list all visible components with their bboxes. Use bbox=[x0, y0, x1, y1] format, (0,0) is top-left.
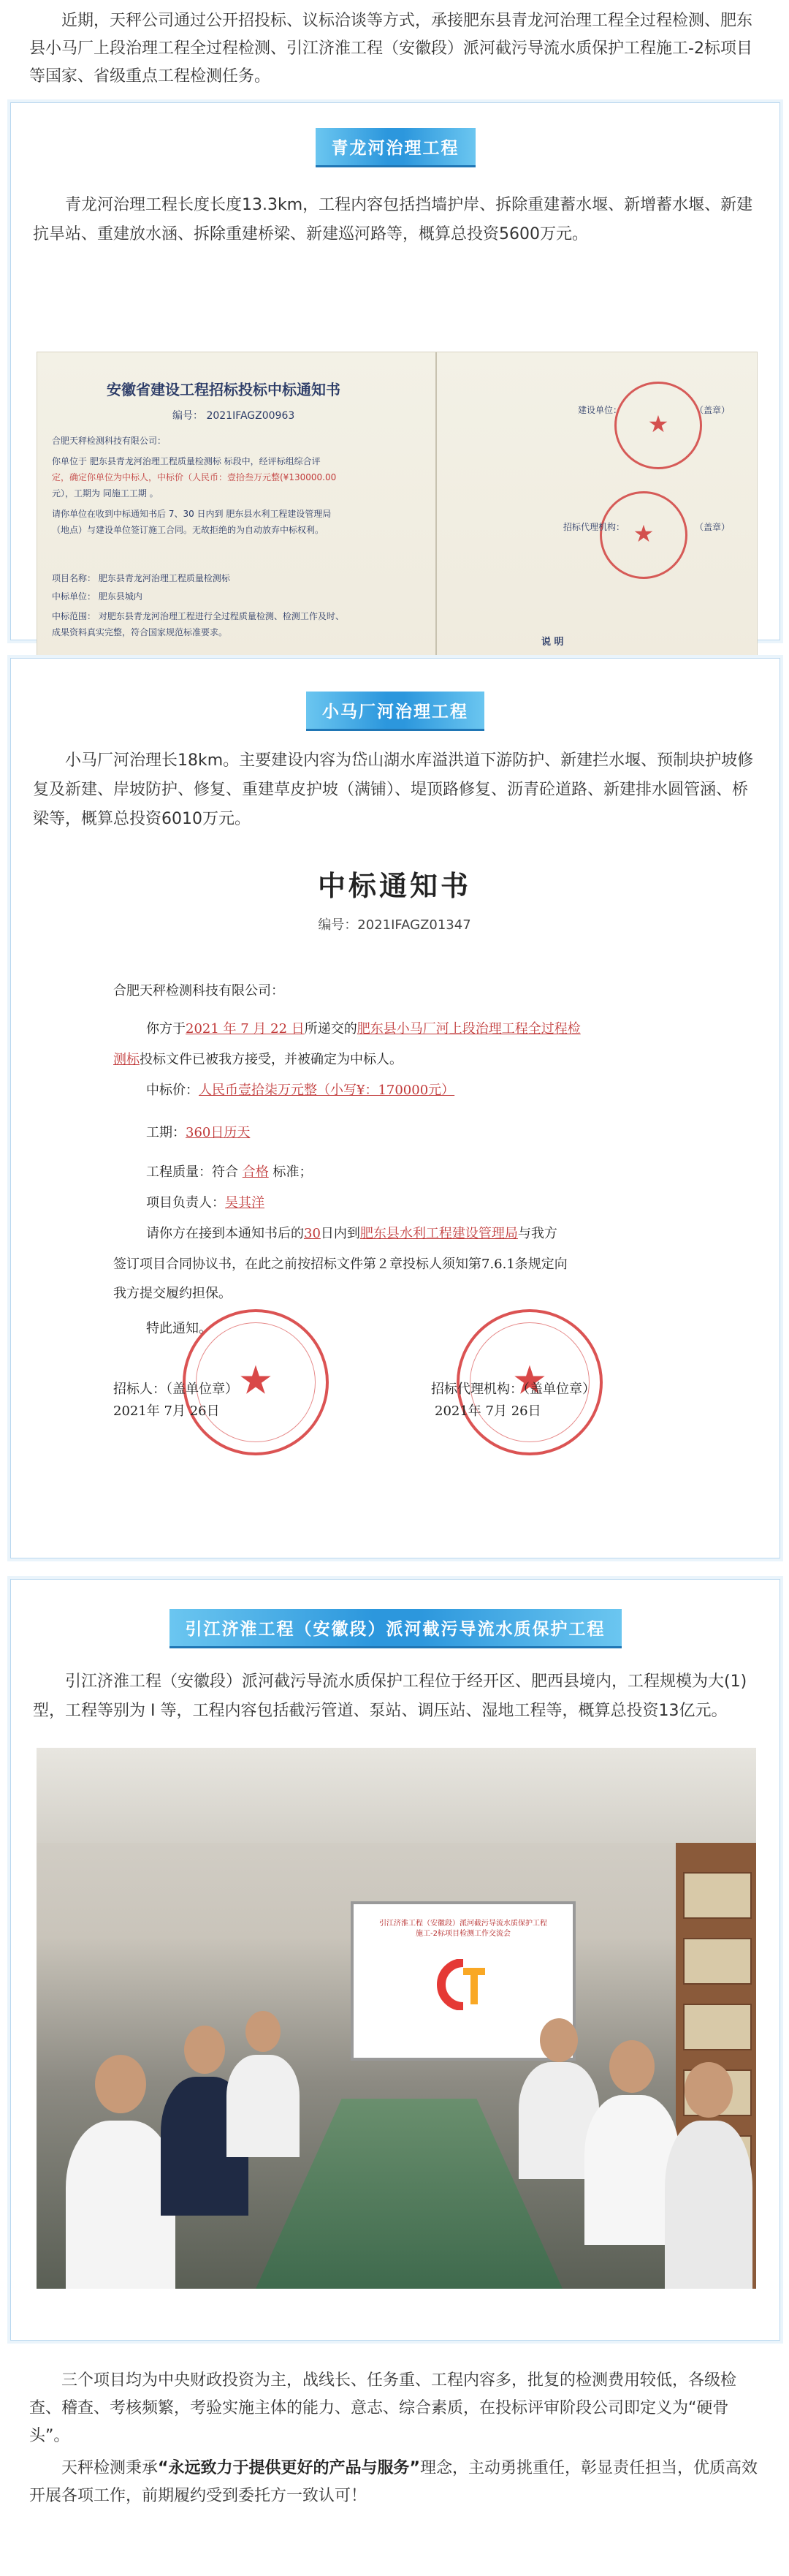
notice-number: 编号： 2021IFAGZ00963 bbox=[172, 410, 295, 422]
notice-period: 工期：360日历天 bbox=[146, 1125, 251, 1140]
outro-paragraph-2: 天秤检测秉承“永远致力于提供更好的产品与服务”理念，主动勇挑重任，彰显责任担当，优质高效开展各项工作，前期履约受到委托方一致认可！ bbox=[29, 2459, 758, 2505]
section-title-xiaomachang: 小马厂河治理工程 bbox=[306, 692, 484, 729]
notice-number: 编号：2021IFAGZ01347 bbox=[318, 917, 471, 933]
notice-line: 元），工期为 同施工工期 。 bbox=[52, 488, 159, 499]
notice-line: 中标单位： 肥东县城内 bbox=[52, 591, 142, 602]
notice-paragraph: 你方于2021 年 7 月 22 日所递交的肥东县小马厂河上段治理工程全过程检 bbox=[146, 1021, 581, 1037]
section-text-qinglong: 青龙河治理工程长度长度13.3km，工程内容包括挡墙护岸、拆除重建蓄水堰、新增蓄水堰、新建抗旱站、重建放水涵、拆除重建桥梁、新建巡河路等，概算总投资5600万元。 bbox=[33, 196, 753, 243]
company-logo-icon bbox=[434, 1959, 492, 2010]
notice-quality: 工程质量：符合 合格 标准； bbox=[146, 1164, 313, 1180]
section-card-qinglong bbox=[10, 102, 780, 648]
notice-line: 项目名称： 肥东县青龙河治理工程质量检测标 bbox=[52, 573, 230, 583]
notice-paragraph: 我方提交履约担保。 bbox=[113, 1286, 232, 1301]
notice-line: 你单位于 肥东县青龙河治理工程质量检测标 标段中，经评标组综合评 bbox=[52, 456, 321, 466]
section-title-yinjiang: 引江济淮工程（安徽段）派河截污导流水质保护工程 bbox=[169, 1609, 622, 1646]
meeting-photo bbox=[37, 1748, 756, 2289]
notice-line: 成果资料真实完整，符合国家规范标准要求。 bbox=[52, 627, 228, 637]
conference-table bbox=[256, 2099, 563, 2289]
section-text-xiaomachang: 小马厂河治理长18km。主要建设内容为岱山湖水库溢洪道下游防护、新建拦水堰、预制块护坡修复及新建、岸坡防护、修复、重建草皮护坡（满铺）、堤顶路修复、沥青砼道路、新建排水圆管涵、桥梁等，概算总投资6010万元。 bbox=[33, 751, 754, 828]
intro-section bbox=[29, 7, 767, 91]
section-card-yinjiang bbox=[10, 1579, 780, 2341]
section-text-yinjiang: 引江济淮工程（安徽段）派河截污导流水质保护工程位于经开区、肥西县境内，工程规模为大(1)型，工程等别为 Ⅰ 等，工程内容包括截污管道、泵站、调压站、湿地工程等，概算总投资13亿元。 bbox=[33, 1672, 747, 1720]
notice-photo-qinglong bbox=[37, 352, 758, 704]
notice-line: 中标范围： 对肥东县青龙河治理工程进行全过程质量检测、检测工作及时、 bbox=[52, 611, 344, 621]
attendee bbox=[226, 2011, 300, 2157]
notice-paragraph: 测标投标文件已被我方接受，并被确定为中标人。 bbox=[113, 1052, 403, 1067]
notice-paragraph: 签订项目合同协议书，在此之前按招标文件第２章投标人须知第7.6.1条规定向 bbox=[113, 1257, 568, 1272]
outro-paragraph-1: 三个项目均为中央财政投资为主，战线长、任务重、工程内容多，批复的检测费用较低，各级检查、稽查、考核频繁，考验实施主体的能力、意志、综合素质，在投标评审阶段公司即定义为“硬骨头”。 bbox=[29, 2371, 737, 2445]
section-title-qinglong: 青龙河治理工程 bbox=[316, 128, 476, 165]
notice-title: 中标通知书 bbox=[317, 869, 471, 902]
attendee bbox=[665, 2062, 752, 2289]
slogan: “永远致力于提供更好的产品与服务” bbox=[158, 2459, 420, 2477]
notice-right-label: （盖章） bbox=[695, 405, 731, 415]
notice-date-right: 2021年 7月 26日 bbox=[435, 1403, 541, 1419]
red-seal-icon bbox=[614, 382, 702, 469]
notice-price: 中标价：人民币壹拾柒万元整（小写¥：170000元） bbox=[146, 1083, 455, 1098]
notice-date-left: 2021年 7月 26日 bbox=[113, 1403, 220, 1419]
notice-right-label: 建设单位： bbox=[578, 405, 622, 415]
notice-right-label: 招标代理机构： bbox=[563, 522, 625, 532]
notice-manager: 项目负责人：吴其洋 bbox=[146, 1195, 264, 1211]
notice-recipient: 合肥天秤检测科技有限公司： bbox=[113, 983, 284, 999]
intro-paragraph: 近期，天秤公司通过公开招投标、议标洽谈等方式，承接肥东县青龙河治理工程全过程检测、肥东县小马厂上段治理工程全过程检测、引江济淮工程（安徽段）派河截污导流水质保护工程施工-2标项目等国家、省级重点工程检测任务。 bbox=[29, 12, 753, 86]
notice-document-xiaomachang bbox=[47, 841, 742, 1419]
notice-sign-right: 招标代理机构：（盖单位章） bbox=[431, 1382, 595, 1397]
notice-right-label: （盖章） bbox=[695, 522, 731, 532]
section-card-xiaomachang bbox=[10, 658, 780, 1558]
notice-sign-left: 招标人：（盖单位章） bbox=[113, 1382, 238, 1397]
notice-line: 请你单位在收到中标通知书后 7、30 日内到 肥东县水利工程建设管理局 bbox=[52, 509, 332, 519]
ceiling bbox=[37, 1748, 756, 1843]
notice-paragraph: 请你方在接到本通知书后的30日内到肥东县水利工程建设管理局与我方 bbox=[146, 1226, 557, 1241]
screen-text: 引江济淮工程（安徽段）派河截污导流水质保护工程 施工-2标项目检测工作交流会 bbox=[379, 1920, 547, 1938]
notice-explain-heading: 说 明 bbox=[541, 637, 564, 648]
outro-section bbox=[29, 2367, 767, 2510]
notice-line: （地点）与建设单位签订施工合同。无故拒绝的为自动放弃中标权利。 bbox=[52, 525, 324, 535]
notice-close: 特此通知。 bbox=[146, 1321, 212, 1336]
notice-line: 定，确定你单位为中标人，中标价（人民币：壹拾叁万元整(¥130000.00 bbox=[52, 472, 337, 482]
notice-title: 安徽省建设工程招标投标中标通知书 bbox=[107, 381, 340, 398]
red-seal-icon bbox=[600, 491, 687, 579]
notice-line: 合肥天秤检测科技有限公司： bbox=[52, 436, 167, 446]
attendee bbox=[66, 2055, 175, 2289]
